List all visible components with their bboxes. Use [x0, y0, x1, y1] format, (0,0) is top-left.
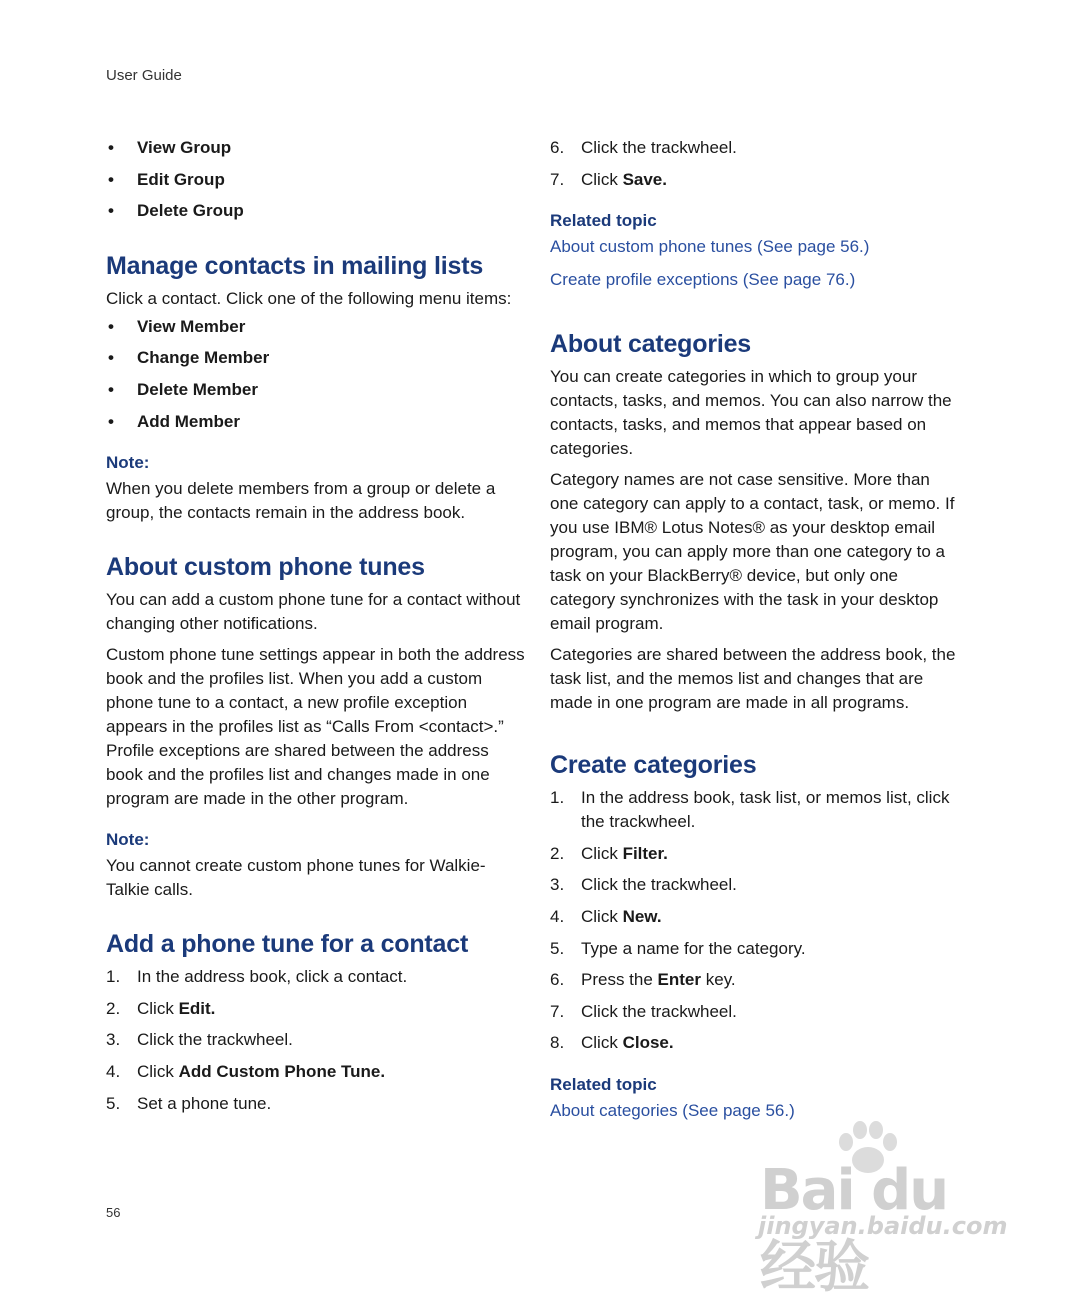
list-item: • Edit Group — [106, 168, 526, 192]
categories-paragraph-1: You can create categories in which to group your contacts, tasks, and memos. You can also narrow the contacts, tasks, and memos that appear based on categories. — [550, 367, 952, 459]
step-item: 3. Click the trackwheel. — [550, 875, 737, 895]
tunes-paragraph-1: You can add a custom phone tune for a contact without changing other notifications. — [106, 590, 521, 634]
step-item: 3. Click the trackwheel. — [106, 1030, 293, 1050]
watermark-brand: Bai du 经验 — [760, 1158, 948, 1300]
step-item: 4. Click New. — [550, 906, 662, 926]
list-item: • Delete Group — [106, 199, 526, 223]
note-text: You cannot create custom phone tunes for Walkie-Talkie calls. — [106, 856, 486, 900]
list-item: • View Group — [106, 136, 526, 160]
list-item: • View Member — [106, 315, 526, 339]
add-tune-steps-continued — [550, 136, 960, 192]
step-item: 5. Type a name for the category. — [550, 938, 806, 958]
section-heading-create-categories: Create categories — [550, 751, 757, 780]
baidu-watermark — [752, 1120, 1012, 1300]
step-item: 2. Click Edit. — [106, 998, 216, 1018]
running-header: User Guide — [106, 67, 182, 84]
step-item: 1. In the address book, click a contact. — [106, 967, 408, 987]
section-heading-categories: About categories — [550, 330, 751, 359]
step-item: 7. Click Save. — [550, 169, 667, 189]
add-tune-steps — [106, 965, 526, 1115]
note-text: When you delete members from a group or delete a group, the contacts remain in the address book. — [106, 479, 496, 523]
step-item: 1. In the address book, task list, or memos list, click the trackwheel. — [550, 788, 950, 832]
group-menu-list — [106, 136, 526, 223]
section-heading-manage: Manage contacts in mailing lists — [106, 251, 484, 280]
step-item: 5. Set a phone tune. — [106, 1093, 272, 1113]
step-item: 8. Click Close. — [550, 1033, 674, 1053]
section-heading-tunes: About custom phone tunes — [106, 553, 425, 582]
step-item: 6. Click the trackwheel. — [550, 138, 737, 157]
left-column — [106, 136, 526, 1123]
related-topic-label: Related topic — [550, 211, 657, 231]
step-item: 2. Click Filter. — [550, 843, 668, 863]
note-label: Note: — [106, 453, 150, 473]
tunes-paragraph-2: Custom phone tune settings appear in both the address book and the profiles list. When you add a custom phone tune to a contact, a new profile exception appears in the profiles list as “Calls From <contact>.” Profile exceptions are shared between the address book and the profiles list and changes made in one program are made in the other program. — [106, 645, 525, 809]
related-link-phone-tunes[interactable]: About custom phone tunes (See page 56.) — [550, 237, 870, 257]
list-item: • Delete Member — [106, 378, 526, 402]
step-item: 7. Click the trackwheel. — [550, 1001, 737, 1021]
related-link-profile-exceptions[interactable]: Create profile exceptions (See page 76.) — [550, 270, 856, 290]
categories-paragraph-3: Categories are shared between the address book, the task list, and the memos list and changes that are made in one program are made in all programs. — [550, 645, 956, 713]
member-menu-list — [106, 315, 526, 434]
list-item: • Change Member — [106, 346, 526, 370]
step-item: 4. Click Add Custom Phone Tune. — [106, 1061, 386, 1081]
create-categories-steps — [550, 786, 960, 1055]
related-topic-label: Related topic — [550, 1074, 657, 1094]
watermark-url: jingyan.baidu.com — [758, 1212, 1008, 1240]
manage-intro: Click a contact. Click one of the following menu items: — [106, 288, 512, 308]
related-link-categories[interactable]: About categories (See page 56.) — [550, 1100, 795, 1120]
step-item: 6. Press the Enter key. — [550, 970, 736, 990]
list-item: • Add Member — [106, 410, 526, 434]
note-label: Note: — [106, 830, 150, 850]
right-column — [550, 136, 960, 1132]
page-number: 56 — [106, 1205, 121, 1220]
categories-paragraph-2: Category names are not case sensitive. More than one category can apply to a contact, task, or memo. If you use IBM® Lotus Notes® as your desktop email program, you can apply more than one category to a task on your BlackBerry® device, but only one category synchronizes with the task in your desktop email program. — [550, 470, 955, 634]
section-heading-add-tune: Add a phone tune for a contact — [106, 930, 469, 959]
